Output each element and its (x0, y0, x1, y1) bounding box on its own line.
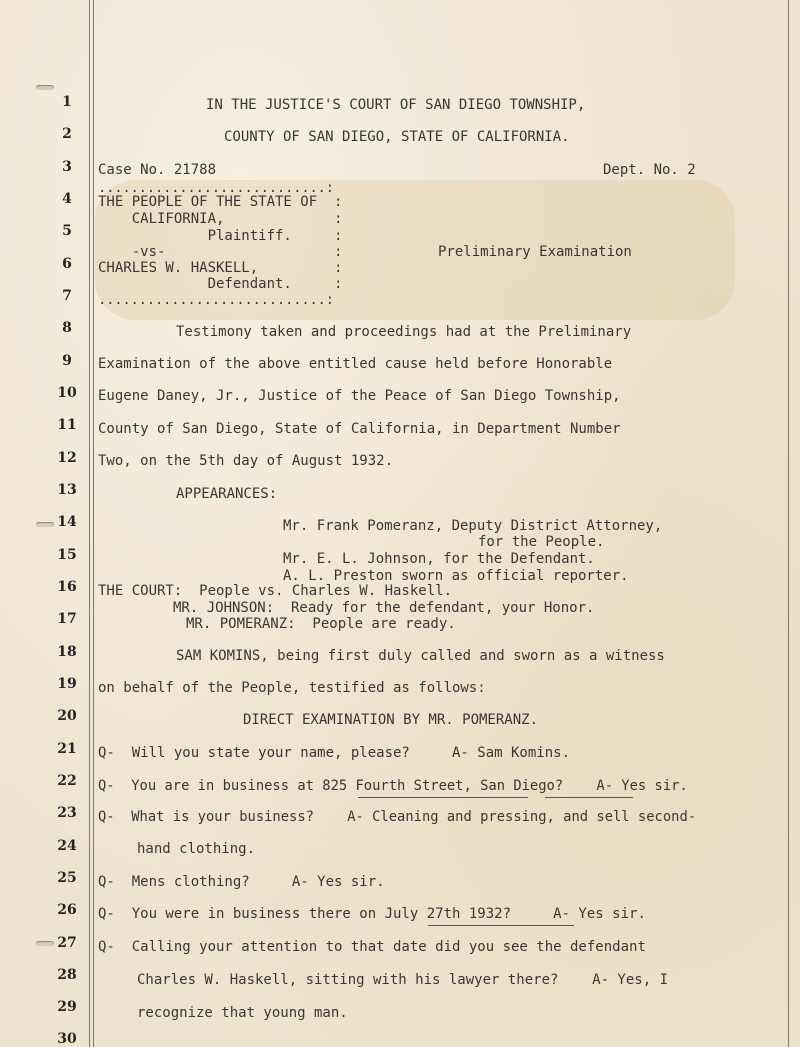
line-number: 21 (57, 741, 77, 757)
testimony-line: Q- Mens clothing? A- Yes sir. (98, 874, 385, 890)
line-number: 15 (57, 547, 77, 563)
testimony-line: hand clothing. (137, 841, 256, 857)
caption-plaintiff-line2: CALIFORNIA, : (98, 211, 343, 227)
handwritten-underline (428, 925, 574, 926)
line-number: 16 (57, 579, 77, 595)
line-number: 26 (57, 902, 77, 918)
line-number: 7 (62, 288, 72, 304)
line-number: 17 (57, 611, 77, 627)
testimony-line: Q- You were in business there on July 27th 1932? A- Yes sir. (98, 906, 646, 922)
line-number: 19 (57, 676, 77, 692)
witness-sworn-line: SAM KOMINS, being first duly called and sworn as a witness (176, 648, 665, 664)
testimony-line: Q- Calling your attention to that date did you see the defendant (98, 939, 646, 955)
line-number: 25 (57, 870, 77, 886)
paragraph-line: Two, on the 5th day of August 1932. (98, 453, 394, 469)
handwritten-underline (545, 797, 633, 798)
direct-examination-heading: DIRECT EXAMINATION BY MR. POMERANZ. (243, 712, 539, 728)
line-number: 28 (57, 967, 77, 983)
testimony-line: recognize that young man. (137, 1005, 348, 1021)
line-number: 3 (62, 159, 72, 175)
line-number: 4 (62, 191, 72, 207)
paragraph-line: County of San Diego, State of California, in Department Number (98, 421, 621, 437)
line-number: 10 (57, 385, 77, 401)
appearances-heading: APPEARANCES: (176, 486, 278, 502)
line-number: 13 (57, 482, 77, 498)
case-number: Case No. 21788 (98, 162, 217, 178)
line-number: 2 (62, 126, 72, 142)
left-margin-rule (89, 0, 90, 1047)
line-number: 27 (57, 935, 77, 951)
line-number: 18 (57, 644, 77, 660)
line-number: 8 (62, 320, 72, 336)
line-number: 22 (57, 773, 77, 789)
line-number: 24 (57, 838, 77, 854)
caption-plaintiff-label: Plaintiff. : (98, 228, 343, 244)
line-number: 11 (57, 417, 77, 433)
counsel-statement: MR. JOHNSON: Ready for the defendant, your Honor. (173, 600, 595, 616)
court-statement: THE COURT: People vs. Charles W. Haskell. (98, 583, 453, 599)
line-number: 12 (57, 450, 77, 466)
caption-dotted-rule: ............................: (98, 292, 334, 308)
binding-hole (36, 85, 54, 90)
testimony-line: Charles W. Haskell, sitting with his lawyer there? A- Yes, I (137, 972, 669, 988)
witness-sworn-line: on behalf of the People, testified as follows: (98, 680, 486, 696)
right-margin-rule (788, 0, 789, 1047)
paragraph-line: Eugene Daney, Jr., Justice of the Peace of San Diego Township, (98, 388, 621, 404)
caption-defendant-label: Defendant. : (98, 276, 343, 292)
caption-versus: -vs- : (98, 244, 343, 260)
line-number: 20 (57, 708, 77, 724)
department-number: Dept. No. 2 (603, 162, 696, 178)
line-number: 9 (62, 353, 72, 369)
line-number: 1 (62, 94, 72, 110)
testimony-line: Q- What is your business? A- Cleaning and pressing, and sell second- (98, 809, 697, 825)
left-margin-rule-inner (93, 0, 94, 1047)
testimony-line: Q- Will you state your name, please? A- Sam Komins. (98, 745, 571, 761)
paragraph-line: Testimony taken and proceedings had at the Preliminary (176, 324, 632, 340)
line-number: 5 (62, 223, 72, 239)
caption-defendant-line1: CHARLES W. HASKELL, : (98, 260, 343, 276)
appearance-line: A. L. Preston sworn as official reporter. (283, 568, 629, 584)
appearance-line: for the People. (478, 534, 605, 550)
line-number: 6 (62, 256, 72, 272)
counsel-statement: MR. POMERANZ: People are ready. (186, 616, 456, 632)
caption-dotted-rule: ............................: (98, 180, 334, 196)
line-number: 23 (57, 805, 77, 821)
line-number: 14 (57, 514, 77, 530)
court-heading-line1: IN THE JUSTICE'S COURT OF SAN DIEGO TOWNSHIP, (206, 97, 586, 113)
court-heading-line2: COUNTY OF SAN DIEGO, STATE OF CALIFORNIA. (224, 129, 570, 145)
proceeding-title: Preliminary Examination (438, 244, 632, 260)
line-number: 30 (57, 1031, 77, 1047)
paragraph-line: Examination of the above entitled cause held before Honorable (98, 356, 613, 372)
appearance-line: Mr. E. L. Johnson, for the Defendant. (283, 551, 595, 567)
line-number: 29 (57, 999, 77, 1015)
caption-plaintiff-line1: THE PEOPLE OF THE STATE OF : (98, 194, 343, 210)
appearance-line: Mr. Frank Pomeranz, Deputy District Attorney, (283, 518, 663, 534)
testimony-line: Q- You are in business at 825 Fourth Street, San Diego? A- Yes sir. (98, 778, 688, 794)
handwritten-underline (358, 797, 528, 798)
